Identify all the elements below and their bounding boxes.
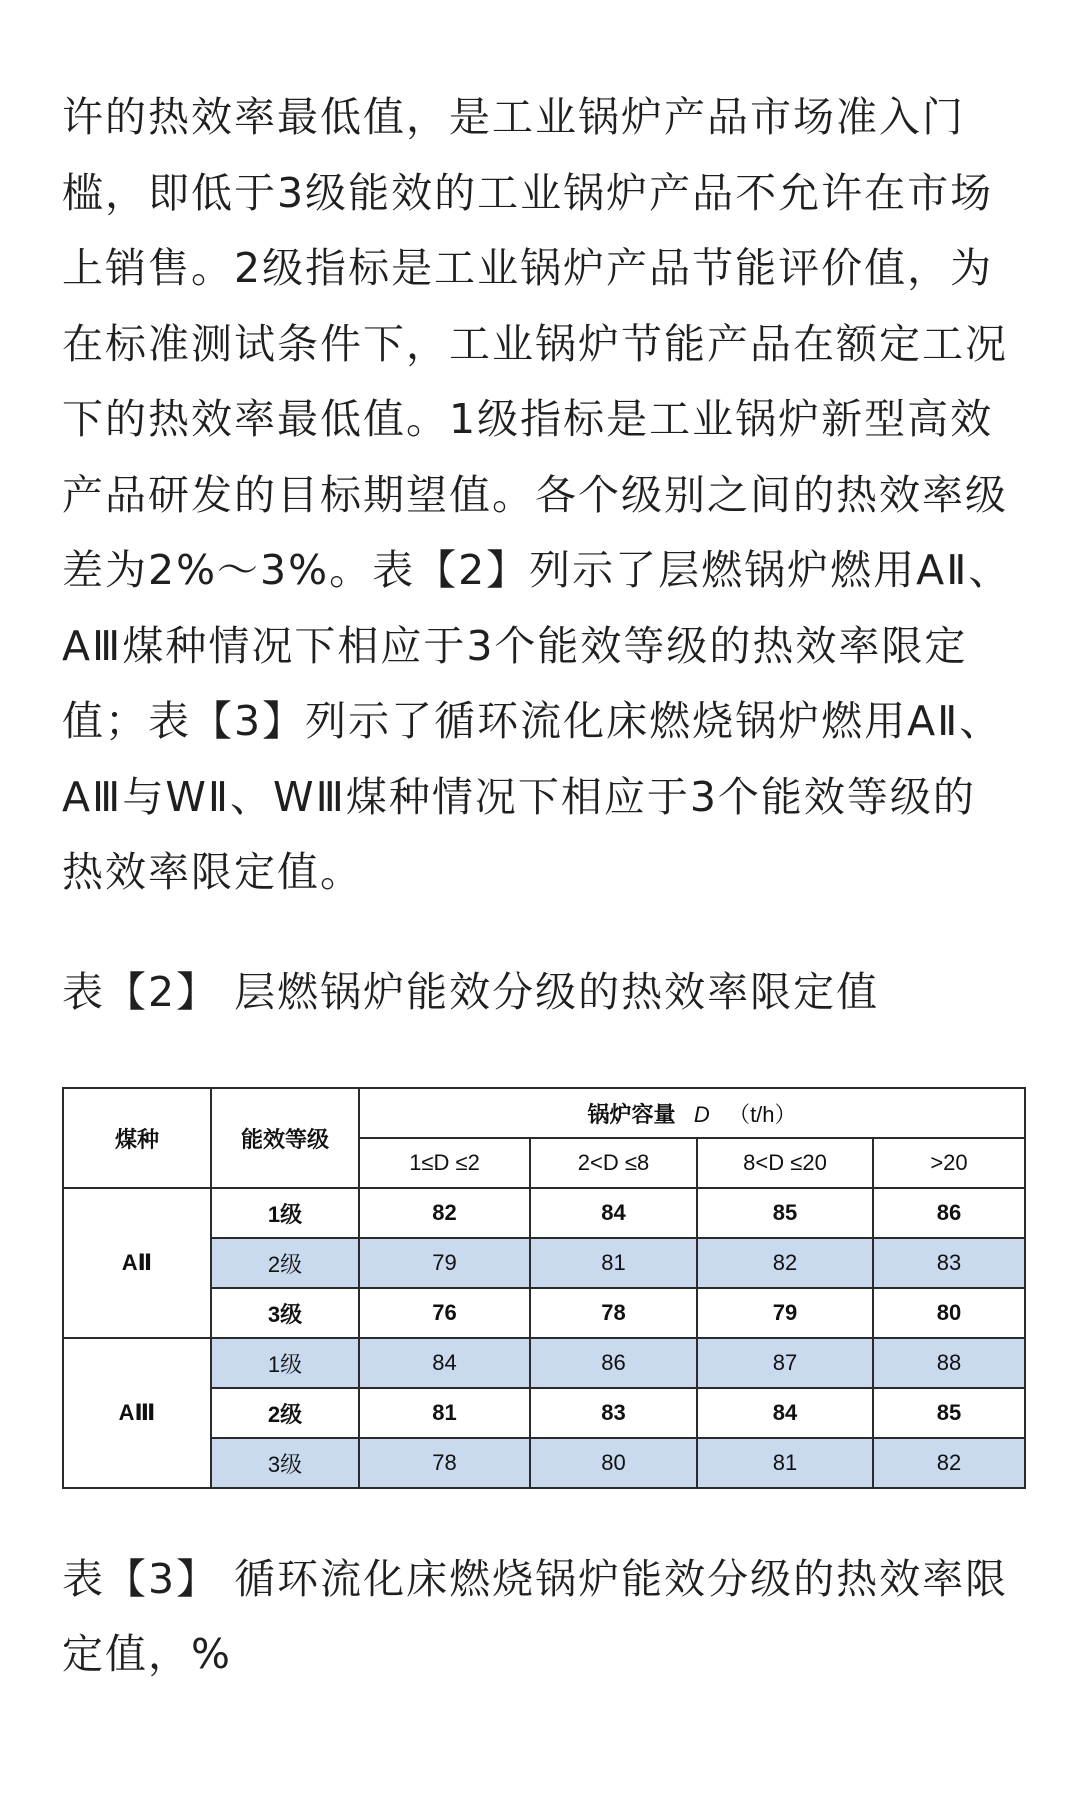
table3-caption	[62, 1542, 1008, 1692]
value-cell: 88	[873, 1338, 1025, 1388]
capacity-label: 锅炉容量	[587, 1101, 676, 1127]
paragraph-line: 在标准测试条件下，工业锅炉节能产品在额定工况	[62, 319, 1008, 368]
range-header: 8<D ≤20	[697, 1138, 873, 1188]
grade-cell: 1级	[211, 1188, 359, 1238]
value-cell: 84	[359, 1338, 530, 1388]
value-cell: 83	[873, 1238, 1025, 1288]
value-cell: 84	[530, 1188, 697, 1238]
value-cell: 86	[530, 1338, 697, 1388]
coal-header: 煤种	[63, 1088, 211, 1188]
paragraph-line: 槛，即低于3级能效的工业锅炉产品不允许在市场	[62, 168, 994, 217]
paragraph-line: AⅢ煤种情况下相应于3个能效等级的热效率限定	[62, 621, 968, 670]
range-header: 1≤D ≤2	[359, 1138, 530, 1188]
paragraph-line: 差为2%～3%。表【2】列示了层燃锅炉燃用AⅡ、	[62, 546, 1012, 594]
caption-line: 定值，%	[62, 1630, 232, 1678]
value-cell: 79	[359, 1238, 530, 1288]
value-cell: 76	[359, 1288, 530, 1338]
table-row	[63, 1188, 1025, 1238]
value-cell: 86	[873, 1188, 1025, 1238]
paragraph-line: 上销售。2级指标是工业锅炉产品节能评价值，为	[62, 244, 994, 292]
caption-line: 表【3】 循环流化床燃烧锅炉能效分级的热效率限	[62, 1555, 1009, 1603]
value-cell: 85	[697, 1188, 873, 1238]
value-cell: 81	[359, 1388, 530, 1438]
grade-cell: 2级	[211, 1238, 359, 1288]
paragraph-line: 值；表【3】列示了循环流化床燃烧锅炉燃用AⅡ、	[62, 697, 1003, 745]
efficiency-table	[62, 1087, 1026, 1489]
paragraph-line: 热效率限定值。	[62, 848, 363, 896]
value-cell: 87	[697, 1338, 873, 1388]
grade-header: 能效等级	[211, 1088, 359, 1188]
grade-cell: 1级	[211, 1338, 359, 1388]
paragraph-line: 产品研发的目标期望值。各个级别之间的热效率级	[62, 470, 1008, 519]
capacity-header	[359, 1088, 1025, 1138]
value-cell: 85	[873, 1388, 1025, 1438]
value-cell: 80	[873, 1288, 1025, 1338]
capacity-symbol: D	[693, 1101, 710, 1127]
range-header: 2<D ≤8	[530, 1138, 697, 1188]
coal-cell: AⅢ	[63, 1338, 211, 1488]
table2-caption: 表【2】 层燃锅炉能效分级的热效率限定值	[62, 968, 880, 1016]
grade-cell: 3级	[211, 1438, 359, 1488]
value-cell: 81	[530, 1238, 697, 1288]
paragraph-line: 许的热效率最低值，是工业锅炉产品市场准入门	[62, 93, 965, 141]
paragraph-line: 下的热效率最低值。1级指标是工业锅炉新型高效	[62, 395, 994, 443]
value-cell: 80	[530, 1438, 697, 1488]
value-cell: 82	[697, 1238, 873, 1288]
value-cell: 82	[359, 1188, 530, 1238]
value-cell: 83	[530, 1388, 697, 1438]
coal-cell: AⅡ	[63, 1188, 211, 1338]
value-cell: 81	[697, 1438, 873, 1488]
value-cell: 79	[697, 1288, 873, 1338]
value-cell: 84	[697, 1388, 873, 1438]
value-cell: 82	[873, 1438, 1025, 1488]
table-header-row	[63, 1088, 1025, 1138]
grade-cell: 3级	[211, 1288, 359, 1338]
table-row	[63, 1338, 1025, 1388]
grade-cell: 2级	[211, 1388, 359, 1438]
body-paragraph	[62, 80, 1024, 911]
value-cell: 78	[530, 1288, 697, 1338]
value-cell: 78	[359, 1438, 530, 1488]
capacity-unit: （t/h）	[728, 1101, 797, 1127]
paragraph-line: AⅢ与WⅡ、WⅢ煤种情况下相应于3个能效等级的	[62, 772, 976, 821]
range-header: >20	[873, 1138, 1025, 1188]
